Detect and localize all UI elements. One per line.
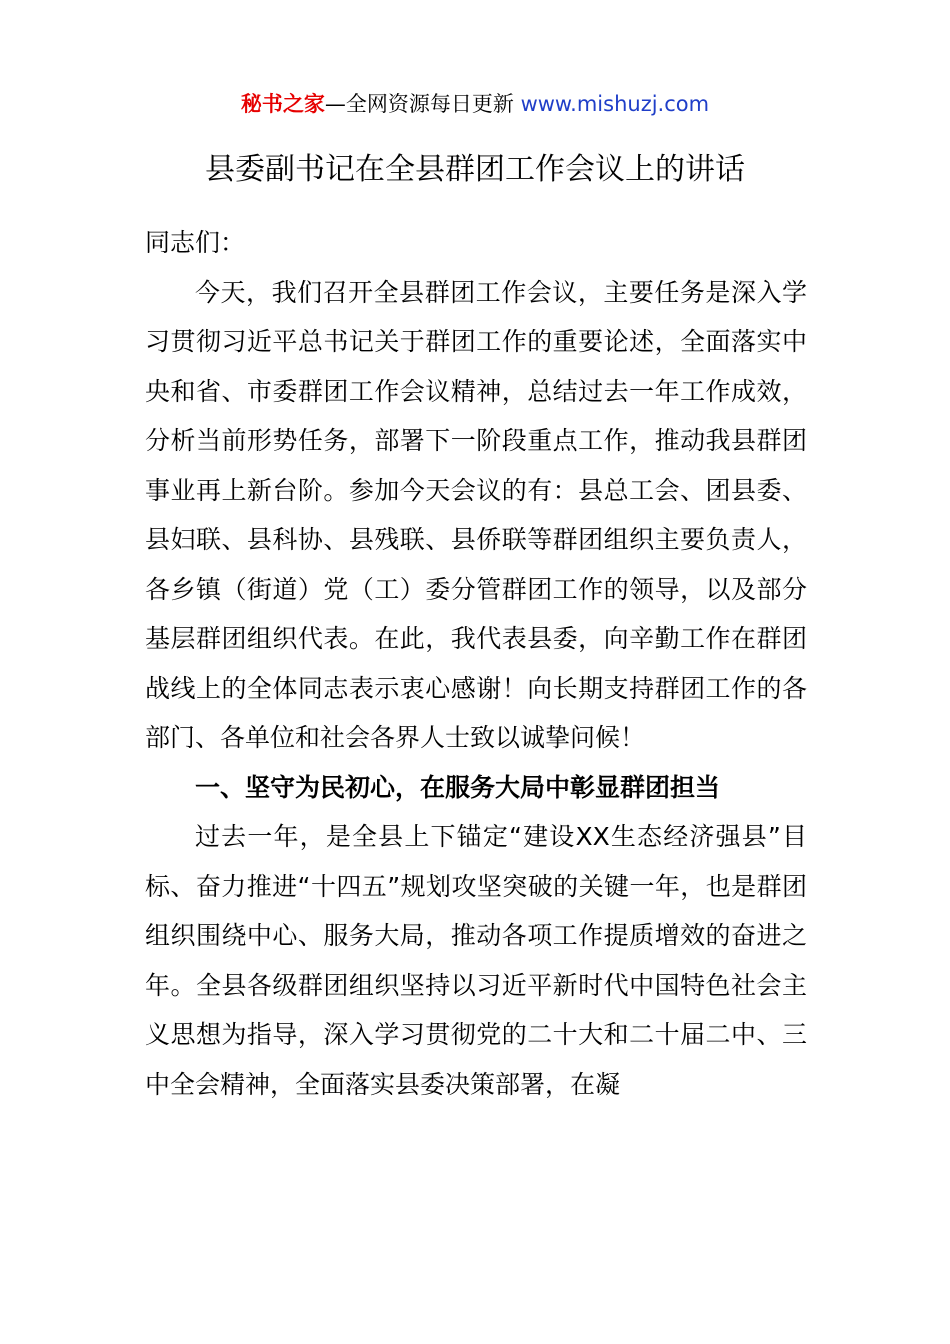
section-paragraph: 过去一年，是全县上下锚定“建设XX生态经济强县”目标、奋力推进“十四五”规划攻坚突破的关键一年，也是群团组织围绕中心、服务大局，推动各项工作提质增效的奋进之年。全县各级群团组织坚持以习近平新时代中国特色社会主义思想为指导，深入学习贯彻党的二十大和二十届二中、三中全会精神，全面落实县委决策部署，在凝 <box>145 822 807 1099</box>
document-body <box>145 218 807 1109</box>
opening-paragraph: 今天，我们召开全县群团工作会议，主要任务是深入学习贯彻习近平总书记关于群团工作的重要论述，全面落实中央和省、市委群团工作会议精神，总结过去一年工作成效，分析当前形势任务，部署下一阶段重点工作，推动我县群团事业再上新台阶。参加今天会议的有：县总工会、团县委、县妇联、县科协、县残联、县侨联等群团组织主要负责人，各乡镇（街道）党（工）委分管群团工作的领导，以及部分基层群团组织代表。在此，我代表县委，向辛勤工作在群团战线上的全体同志表示衷心感谢！向长期支持群团工作的各部门、各单位和社会各界人士致以诚挚问候！ <box>145 277 807 752</box>
section-heading: 一、坚守为民初心，在服务大局中彰显群团担当 <box>195 772 721 802</box>
site-url-link[interactable]: www.mishuzj.com <box>520 92 710 116</box>
document-title: 县委副书记在全县群团工作会议上的讲话 <box>205 152 745 187</box>
site-header <box>0 88 950 120</box>
site-brand: 秘书之家 <box>240 92 325 116</box>
site-tagline: —全网资源每日更新 <box>324 92 514 116</box>
salutation: 同志们： <box>145 228 246 257</box>
